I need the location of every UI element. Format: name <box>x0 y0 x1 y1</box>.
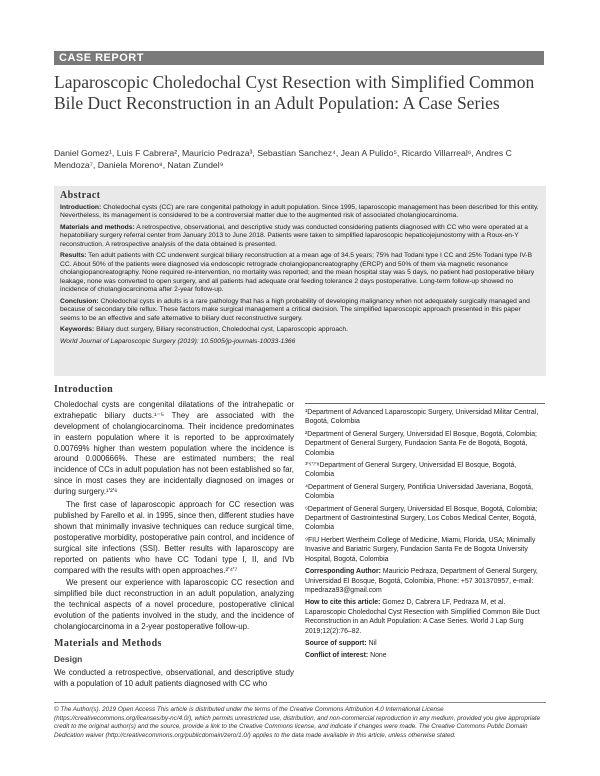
main-text-column <box>54 385 294 692</box>
conflict-of-interest: Conflict of interest: None <box>305 652 387 660</box>
design-paragraph: We conducted a retrospective, observational, and descriptive study with a population of 10 adult patients diagnosed with CC who <box>54 667 294 688</box>
abstract-keywords: Keywords: Biliary duct surgery, Biliary reconstruction, Choledochal cyst, Laparoscopic approach. <box>60 326 348 333</box>
affiliation-3: ³'⁵'⁷'⁸Department of General Surgery, Universidad El Bosque, Bogotá, Colombia <box>305 462 517 479</box>
intro-paragraph-1: Choledochal cysts are congenital dilatations of the intrahepatic or extrahepatic biliary ducts.¹⁻⁵ They are associated with the development of cholangiocarcinoma. Their incidence predominates in eastern population where it is reported to be approximately 0.00769% higher than western population where the incidence is around 0.000666%. These are estimated numbers; the real incidence of CCs in adult population has not been established so far, since in most cases they are incidentally diagnosed on images or during surgery.¹'²'⁶ <box>54 399 294 497</box>
corresponding-author: Corresponding Author: Mauricio Pedraza, Department of General Surgery, Universidad El Bosque, Bogotá, Colombia, Phone: +57 301370957, e-mail: mpedraza93@gmail.com <box>305 568 538 594</box>
footer-divider <box>54 702 546 703</box>
abstract-introduction: Introduction: Choledochal cysts (CC) are rare congenital pathology in adult population. Since 1995, laparoscopic management has been described for this entity. Nevertheless, its management is considered to be a controversial matter due to the augmented risk of associated cholangiocarcinoma. <box>60 203 539 219</box>
author-list: Daniel Gomez¹, Luis F Cabrera², Mauricio Pedraza³, Sebastian Sanchez⁴, Jean A Pulido⁵, Ricardo Villarreal⁶, Andres C Mendoza⁷, Daniela Moreno⁸, Natan Zundel⁹ <box>54 148 512 170</box>
case-report-label: CASE REPORT <box>54 51 544 65</box>
journal-citation: World Journal of Laparoscopic Surgery (2019): 10.5005/jp-journals-10033-1366 <box>60 337 296 345</box>
methods-heading: Materials and Methods <box>54 637 162 649</box>
intro-paragraph-2: The first case of laparoscopic approach for CC resection was published by Farello et al. in 1995, since then, different studies have shown that minimally invasive techniques can reduce surgical time, postoperative morbidity, postoperative pain control, and incidence of surgical site infections (SSI). Better results with laparoscopy are reported on patients who have CC Todani type I, II, and IVb compared with the results with open approaches.²'⁴'⁷ <box>54 500 294 575</box>
affiliation-1: ¹Department of Advanced Laparoscopic Surgery, Universidad Militar Central, Bogotá, Colombia <box>305 409 539 426</box>
affiliation-5: ⁶Department of General Surgery, Universidad El Bosque, Bogotá, Colombia; Department of Gastrointestinal Surgery, Los Cobos Medical Center, Bogotá, Colombia <box>305 505 538 532</box>
introduction-heading: Introduction <box>54 384 114 395</box>
affiliations-divider <box>305 403 545 404</box>
abstract-box <box>54 186 546 376</box>
affiliation-6: ⁹FIU Herbert Wertheim College of Medicine, Miami, Florida, USA; Minimally Invasive and Bariatric Surgery, Fundacion Santa Fe de Bogota University Hospital, Bogotá, Colombia <box>305 536 536 563</box>
abstract-heading: Abstract <box>60 190 101 201</box>
how-to-cite: How to cite this article: Gomez D, Cabrera LF, Pedraza M, et al. Laparoscopic Choledochal Cyst Resection with Simplified Common Bile Duct Reconstruction in an Adult Population: A Case Series. World J Lap Surg 2019;12(2):76–82. <box>305 599 540 635</box>
source-of-support: Source of support: Nil <box>305 639 377 647</box>
affiliations-column <box>305 403 545 664</box>
affiliation-2: ²Department of General Surgery, Universidad El Bosque, Bogotá, Colombia; Department of General Surgery, Fundacion Santa Fe de Bogotá, Bogotá, Colombia <box>305 430 537 457</box>
affiliation-4: ⁴Department of General Surgery, Pontificia Universidad Javeriana, Bogotá, Colombia <box>305 483 534 501</box>
abstract-results: Results: Ten adult patients with CC underwent surgical biliary reconstruction at a mean age of 34.5 years; 75% had Todani type I CC and 25% Todani type IV-B CC. About 50% of the patients were diagnosed via endoscopic retrograde cholangiopancreatography (ERCP) and 50% of them via magnetic resonance cholangiopancreatography. None required re-intervention, no mortality was reported; and the mean hospital stay was 5 days, no patient had postoperative biliary leakage, none was converted to open surgery, and all patients had adequate oral feeding tolerance 2 days postoperative. Long-term follow-up showed no incidence of cholangiocarcinoma after 2-year follow-up. <box>60 252 535 293</box>
article-title: Laparoscopic Choledochal Cyst Resection with Simplified Common Bile Duct Reconstruction in an Adult Population: A Case Series <box>54 72 535 113</box>
abstract-methods: Materials and methods: A retrospective, observational, and descriptive study was conducted considering patients diagnosed with CC who were operated at a hepatobiliary surgery referral center from January 2013 to June 2018. Patients were taken to simplified laparoscopic hepaticojejunostomy with a Roux-en-Y reconstruction. A retrospective analysis of the data obtained is presented. <box>60 223 529 248</box>
design-subheading: Design <box>54 653 83 664</box>
license-footer: © The Author(s). 2019 Open Access This article is distributed under the terms of the Creative Commons Attribution 4.0 International License (https://creativecommons.org/licenses/by-nc/4.0/), which permits unrestricted use, distribution, and non-commercial reproduction in any medium, provided you give appropriate credit to the original author(s) and the source, provide a link to the Creative Commons license, and indicate if changes were made. The Creative Commons Public Domain Dedication waiver (http://creativecommons.org/publicdomain/zero/1.0/) applies to the data made available in this article, unless otherwise stated. <box>54 706 541 739</box>
intro-paragraph-3: We present our experience with laparoscopic CC resection and simplified bile duct reconstruction in an adult population, analyzing the technical aspects of a novel procedure, postoperative clinical evolution of the patients involved in the study, and the incidence of cholangiocarcinoma in a 2-year postoperative follow-up. <box>54 578 294 632</box>
abstract-conclusion: Conclusion: Choledochal cysts in adults is a rare pathology that has a high probability of developing malignancy when not adequately surgically managed and because of secondary bile reflux. These factors make surgical management a critical decision. The simplified laparoscopic approach presented in this paper seems to be an effective and safe alternative to biliary duct reconstructive surgery. <box>60 297 530 322</box>
